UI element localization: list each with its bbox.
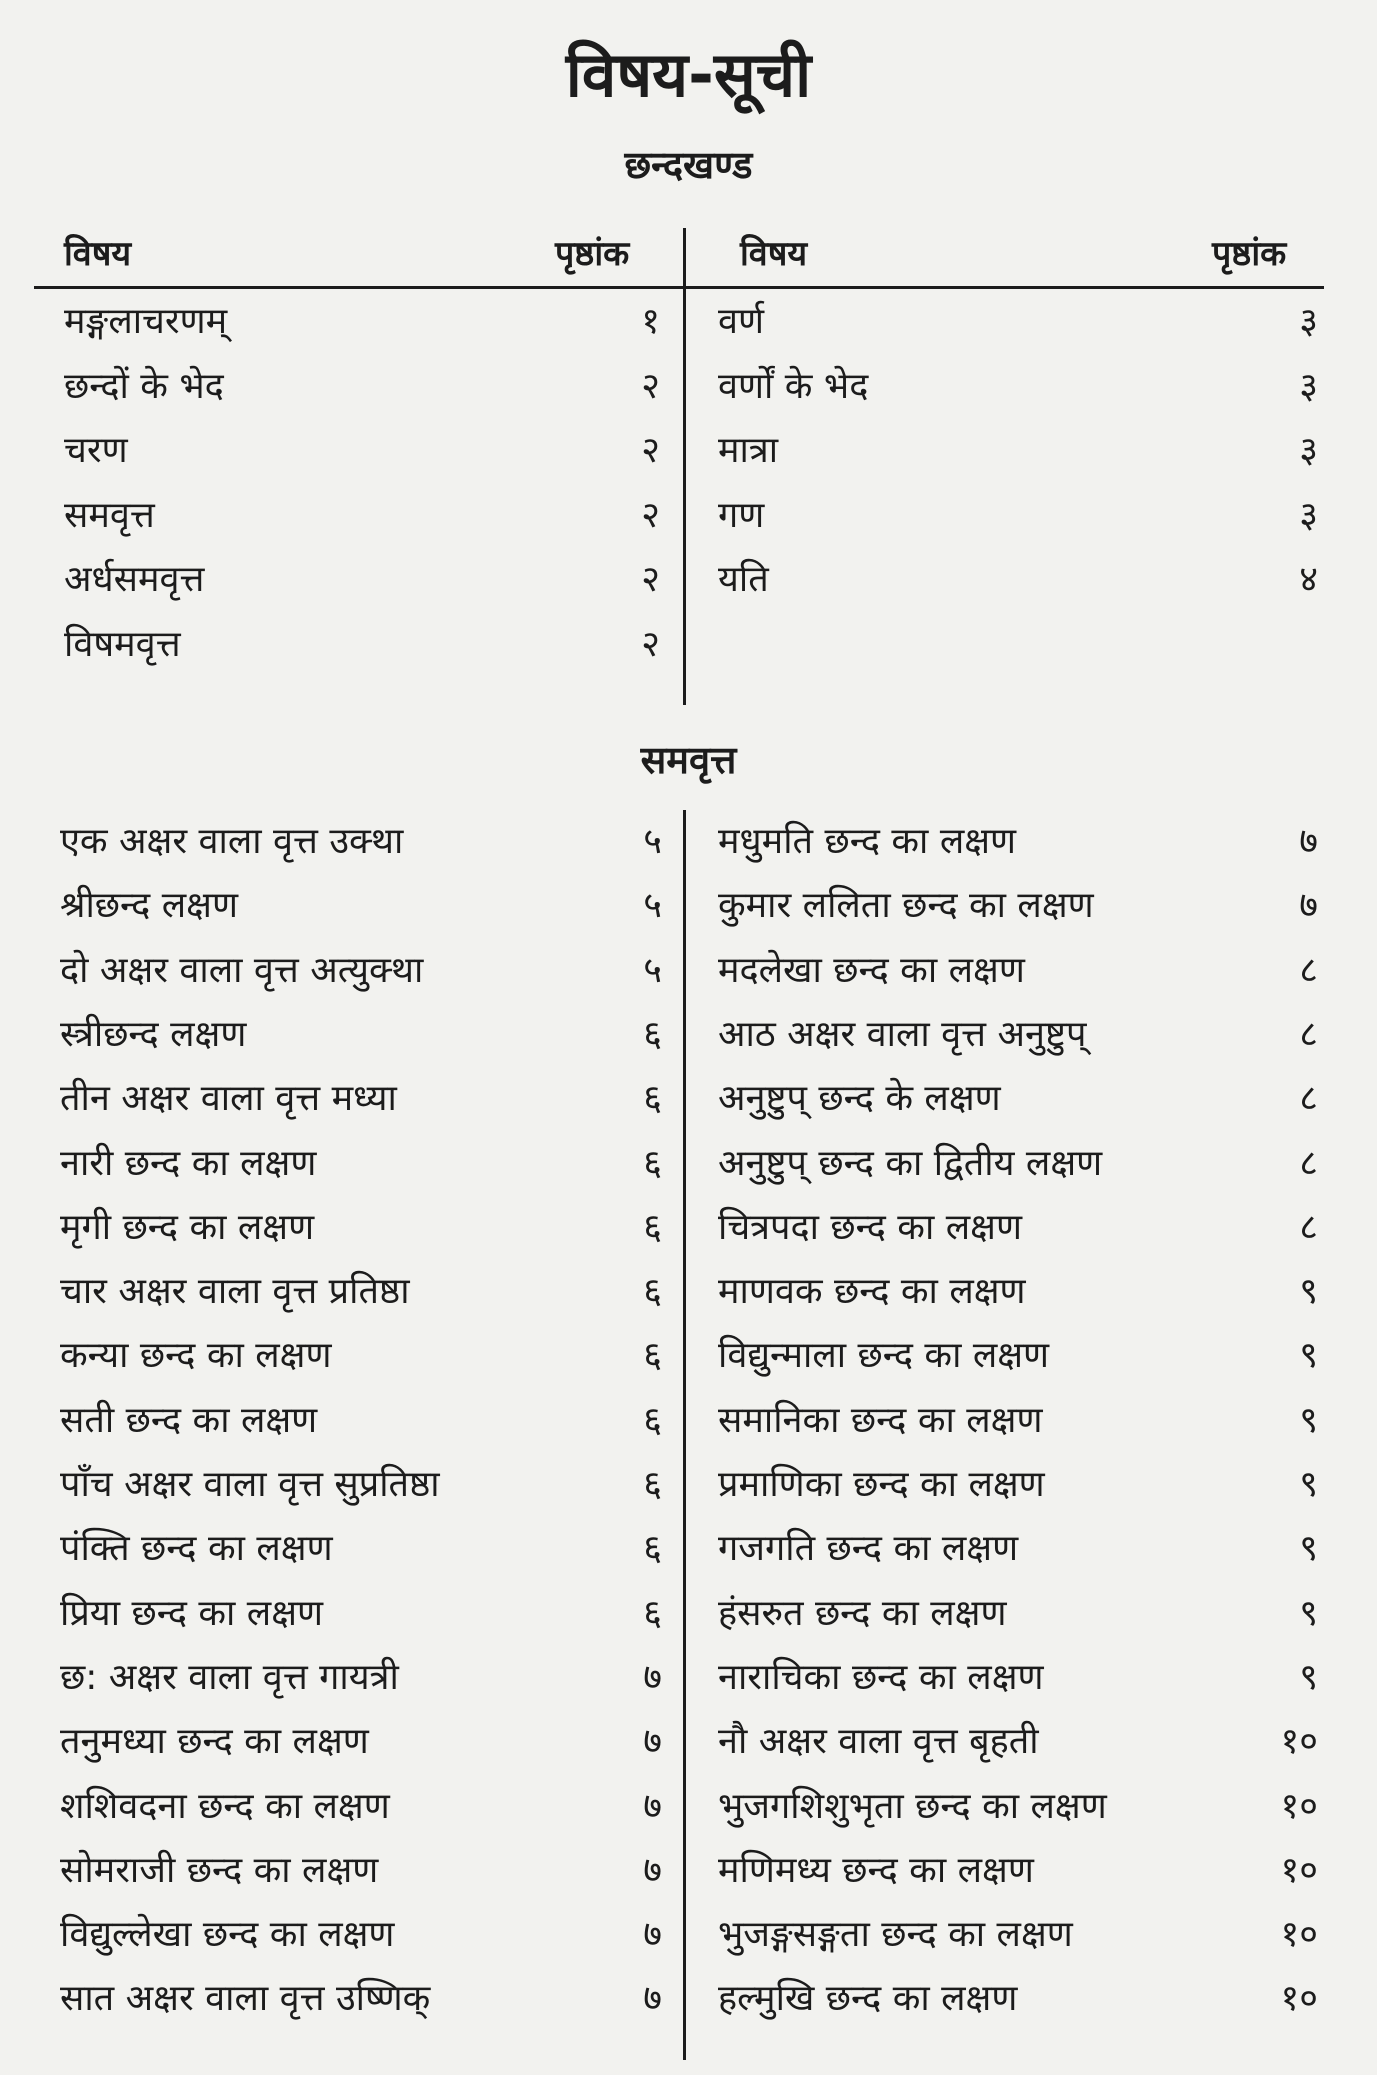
toc-entry — [718, 1582, 1318, 1646]
toc-entry-page: १० — [1280, 1721, 1318, 1763]
toc-entry-page: ९ — [1299, 1399, 1318, 1441]
toc-entry-page: ८ — [1299, 1206, 1318, 1248]
header-left-subject: विषय — [64, 234, 132, 274]
toc-entry — [718, 1196, 1318, 1260]
toc-entry — [60, 1903, 662, 1967]
toc-entry — [718, 1646, 1318, 1710]
toc-entry-title: अनुष्टुप् छन्द के लक्षण — [718, 1078, 1001, 1120]
toc-entry-title: मात्रा — [718, 430, 779, 471]
toc-entry-page: ६ — [643, 1142, 662, 1184]
toc-entry-page: ६ — [643, 1013, 662, 1055]
toc-entry-page: ७ — [643, 1849, 662, 1891]
toc-entry-title: भुजङ्गसङ्गता छन्द का लक्षण — [718, 1914, 1073, 1956]
toc-entry — [60, 1775, 662, 1839]
toc-entry-title: विद्युल्लेखा छन्द का लक्षण — [60, 1914, 395, 1956]
toc-entry-title: अनुष्टुप् छन्द का द्वितीय लक्षण — [718, 1142, 1103, 1184]
toc-entry — [718, 548, 1318, 612]
toc-entry — [60, 1003, 662, 1067]
toc-entry — [718, 810, 1318, 874]
toc-entry-page: ६ — [643, 1399, 662, 1441]
toc-entry-title: मणिमध्य छन्द का लक्षण — [718, 1849, 1034, 1891]
toc-entry — [60, 1067, 662, 1131]
toc-entry-page: ७ — [643, 1978, 662, 2020]
toc-entry-page: २ — [641, 494, 660, 536]
toc-entry-page: ८ — [1299, 1013, 1318, 1055]
toc-entry-page: ६ — [643, 1592, 662, 1634]
toc-entry-page: २ — [641, 430, 660, 471]
toc-entry-page: ७ — [643, 1914, 662, 1956]
toc-entry-page: ७ — [1299, 821, 1318, 862]
toc-entry-page: ५ — [643, 821, 662, 862]
toc-entry-page: ४ — [1299, 559, 1318, 600]
section-title-samavritta: समवृत्त — [640, 738, 737, 782]
toc-entry-title: दो अक्षर वाला वृत्त अत्युक्था — [60, 949, 424, 991]
toc-entry-page: २ — [641, 559, 660, 600]
toc-entry-page: १० — [1280, 1978, 1318, 2020]
toc-entry-title: श्रीछन्द लक्षण — [60, 885, 238, 927]
toc-entry-title: पंक्ति छन्द का लक्षण — [60, 1528, 333, 1570]
toc-entry-title: स्त्रीछन्द लक्षण — [60, 1013, 247, 1055]
toc-entry-title: मृगी छन्द का लक्षण — [60, 1206, 315, 1248]
toc-entry-page: ५ — [643, 885, 662, 927]
toc-entry — [718, 1260, 1318, 1324]
toc-entry — [60, 939, 662, 1003]
toc-entry-page: ६ — [643, 1528, 662, 1570]
toc-entry-title: पाँच अक्षर वाला वृत्त सुप्रतिष्ठा — [60, 1464, 440, 1505]
toc-entry-page: ९ — [1299, 1464, 1318, 1505]
toc-entry-title: नाराचिका छन्द का लक्षण — [718, 1656, 1044, 1698]
toc-entry — [718, 1324, 1318, 1388]
header-rule — [34, 286, 1324, 289]
toc-entry — [60, 1260, 662, 1324]
toc-entry-page: ६ — [643, 1464, 662, 1505]
toc-entry — [718, 1839, 1318, 1903]
toc-entry-page: ८ — [1299, 1078, 1318, 1120]
toc-entry — [718, 1003, 1318, 1067]
toc-entry-title: छ: अक्षर वाला वृत्त गायत्री — [60, 1656, 399, 1698]
toc-entry — [718, 1389, 1318, 1453]
toc-entry — [718, 290, 1318, 354]
toc-entry-page: ३ — [1299, 365, 1318, 407]
toc-entry-title: वर्ण — [718, 301, 765, 342]
toc-entry — [60, 810, 662, 874]
toc-entry-title: अर्धसमवृत्त — [64, 559, 205, 600]
toc-entry-page: ३ — [1299, 301, 1318, 342]
toc-entry-page: ७ — [643, 1721, 662, 1763]
toc-entry-page: ६ — [643, 1271, 662, 1313]
toc-entry-title: छन्दों के भेद — [64, 365, 224, 407]
toc-entry — [60, 1646, 662, 1710]
toc-entry-title: तीन अक्षर वाला वृत्त मध्या — [60, 1078, 397, 1120]
toc-entry-page: २ — [641, 623, 660, 665]
toc-entry-title: सती छन्द का लक्षण — [60, 1399, 318, 1441]
toc-entry — [718, 355, 1318, 419]
toc-entry — [718, 1903, 1318, 1967]
toc-entry-title: कुमार ललिता छन्द का लक्षण — [718, 885, 1094, 927]
toc-entry-title: विषमवृत्त — [64, 623, 181, 665]
toc-entry-title: चरण — [64, 430, 128, 471]
toc-entry — [60, 874, 662, 938]
toc-entry-page: २ — [641, 365, 660, 407]
toc-entry-title: आठ अक्षर वाला वृत्त अनुष्टुप् — [718, 1013, 1087, 1055]
column-divider-top — [683, 228, 686, 705]
toc-entry-page: १० — [1280, 1914, 1318, 1956]
toc-entry — [64, 484, 660, 548]
toc-entry — [60, 1967, 662, 2031]
toc-entry-title: समवृत्त — [64, 494, 155, 536]
toc-entry-title: चित्रपदा छन्द का लक्षण — [718, 1206, 1022, 1248]
toc-entry-page: ९ — [1299, 1528, 1318, 1570]
toc-entry — [64, 290, 660, 354]
toc-entry — [718, 1775, 1318, 1839]
toc-entry-title: गजगति छन्द का लक्षण — [718, 1528, 1019, 1570]
page-title: विषय-सूची — [565, 38, 812, 111]
toc-entry-title: शशिवदना छन्द का लक्षण — [60, 1785, 390, 1827]
toc-entry — [60, 1517, 662, 1581]
toc-entry-page: १ — [641, 301, 660, 342]
toc-entry-title: यति — [718, 559, 769, 600]
toc-entry-page: ६ — [643, 1206, 662, 1248]
toc-entry — [60, 1196, 662, 1260]
toc-entry-page: ९ — [1299, 1335, 1318, 1377]
toc-entry-title: विद्युन्माला छन्द का लक्षण — [718, 1335, 1050, 1377]
toc-entry-title: प्रमाणिका छन्द का लक्षण — [718, 1464, 1045, 1505]
header-right-subject: विषय — [740, 234, 808, 274]
toc-entry-page: ६ — [643, 1078, 662, 1120]
toc-entry-page: ९ — [1299, 1656, 1318, 1698]
toc-entry — [718, 1967, 1318, 2031]
toc-entry — [718, 484, 1318, 548]
toc-entry-title: नौ अक्षर वाला वृत्त बृहती — [718, 1721, 1039, 1763]
toc-entry-title: हल्मुखि छन्द का लक्षण — [718, 1978, 1018, 2020]
toc-entry-page: ७ — [643, 1785, 662, 1827]
toc-entry — [60, 1324, 662, 1388]
toc-entry-title: कन्या छन्द का लक्षण — [60, 1335, 332, 1377]
toc-entry-title: सात अक्षर वाला वृत्त उष्णिक् — [60, 1978, 431, 2020]
toc-entry — [64, 548, 660, 612]
toc-entry-title: वर्णों के भेद — [718, 365, 869, 407]
toc-entry-title: तनुमध्या छन्द का लक्षण — [60, 1721, 369, 1763]
header-left-page: पृष्ठांक — [555, 234, 630, 274]
toc-entry-page: ७ — [1299, 885, 1318, 927]
toc-entry — [60, 1389, 662, 1453]
toc-entry-title: भुजगशिशुभृता छन्द का लक्षण — [718, 1785, 1107, 1827]
toc-entry-title: मधुमति छन्द का लक्षण — [718, 821, 1017, 862]
toc-entry-title: समानिका छन्द का लक्षण — [718, 1399, 1043, 1441]
toc-entry — [64, 419, 660, 483]
toc-entry — [64, 355, 660, 419]
toc-entry — [60, 1582, 662, 1646]
toc-entry-page: ८ — [1299, 1142, 1318, 1184]
toc-entry-title: मदलेखा छन्द का लक्षण — [718, 949, 1025, 991]
toc-entry — [60, 1453, 662, 1517]
toc-entry-title: नारी छन्द का लक्षण — [60, 1142, 317, 1184]
toc-entry — [718, 419, 1318, 483]
toc-entry-page: ३ — [1299, 430, 1318, 471]
toc-entry-page: ७ — [643, 1656, 662, 1698]
column-divider-bottom — [683, 810, 686, 2060]
toc-entry-page: ९ — [1299, 1592, 1318, 1634]
toc-entry-title: माणवक छन्द का लक्षण — [718, 1271, 1026, 1313]
toc-entry-title: सोमराजी छन्द का लक्षण — [60, 1849, 379, 1891]
toc-entry — [718, 1132, 1318, 1196]
toc-entry — [718, 1067, 1318, 1131]
toc-entry-page: ९ — [1299, 1271, 1318, 1313]
toc-entry — [718, 874, 1318, 938]
toc-entry-title: गण — [718, 494, 765, 536]
toc-entry — [718, 1453, 1318, 1517]
section-title-chhandkhand: छन्दखण्ड — [624, 143, 753, 187]
header-right-page: पृष्ठांक — [1212, 234, 1287, 274]
toc-entry-page: ५ — [643, 949, 662, 991]
toc-entry — [718, 1710, 1318, 1774]
toc-entry-title: मङ्गलाचरणम् — [64, 301, 228, 342]
toc-entry — [60, 1132, 662, 1196]
toc-entry — [718, 1517, 1318, 1581]
toc-entry-page: ३ — [1299, 494, 1318, 536]
toc-entry-title: चार अक्षर वाला वृत्त प्रतिष्ठा — [60, 1271, 410, 1313]
toc-entry — [60, 1839, 662, 1903]
toc-entry-page: १० — [1280, 1849, 1318, 1891]
toc-entry — [64, 613, 660, 677]
toc-entry-title: प्रिया छन्द का लक्षण — [60, 1592, 324, 1634]
toc-entry-page: १० — [1280, 1785, 1318, 1827]
toc-entry — [60, 1710, 662, 1774]
toc-entry-page: ६ — [643, 1335, 662, 1377]
toc-entry-title: हंसरुत छन्द का लक्षण — [718, 1592, 1007, 1634]
toc-entry-title: एक अक्षर वाला वृत्त उक्था — [60, 821, 404, 862]
toc-entry-page: ८ — [1299, 949, 1318, 991]
toc-entry — [718, 939, 1318, 1003]
